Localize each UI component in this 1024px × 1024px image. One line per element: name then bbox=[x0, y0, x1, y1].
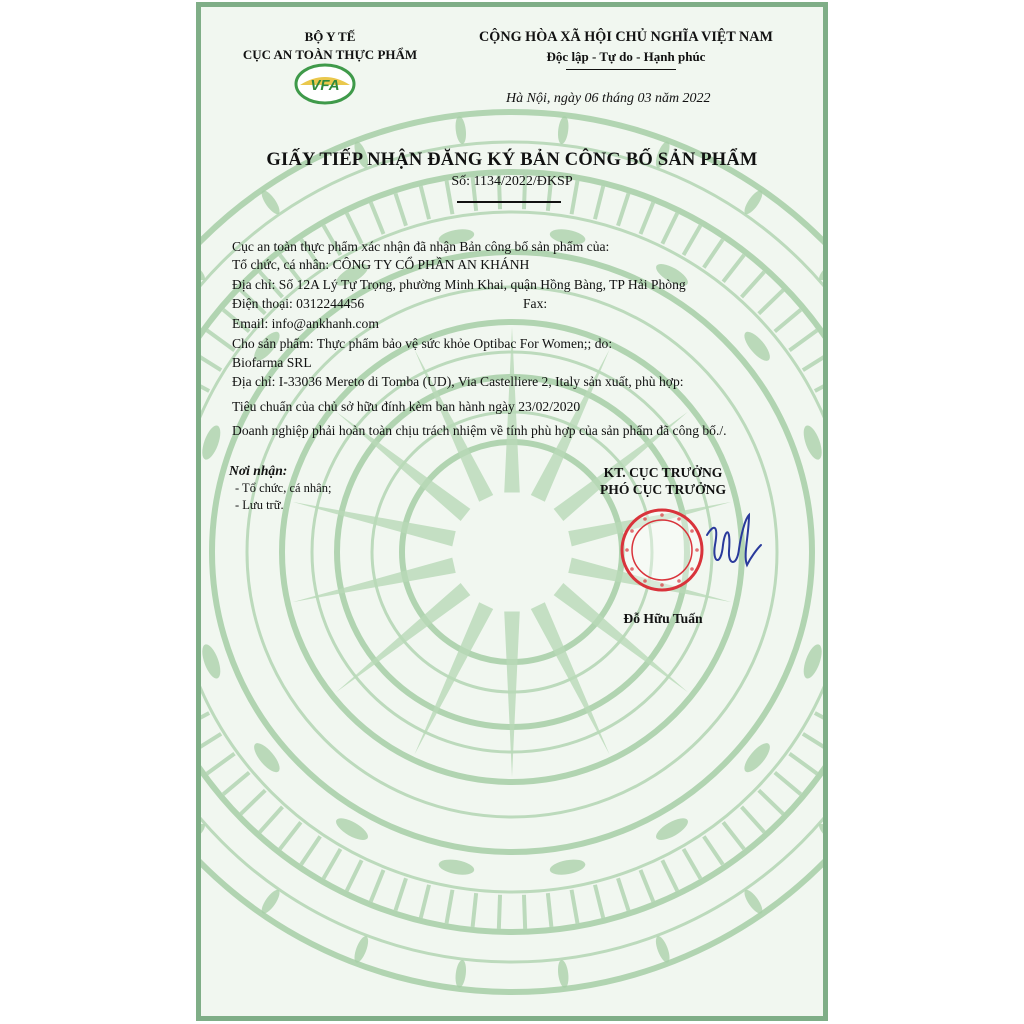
document-number: Số: 1134/2022/ĐKSP bbox=[451, 174, 573, 189]
national-motto: Độc lập - Tự do - Hạnh phúc bbox=[546, 49, 706, 64]
vfa-logo-text: VFA bbox=[310, 77, 340, 94]
signer-on-behalf: KT. CỤC TRƯỞNG bbox=[603, 465, 723, 480]
number-underline bbox=[457, 201, 561, 203]
email-line: Email: info@ankhanh.com bbox=[232, 316, 379, 331]
manufacturer-line: Biofarma SRL bbox=[232, 355, 312, 370]
organization-line: Tổ chức, cá nhân: CÔNG TY CỔ PHẦN AN KHÁNH bbox=[232, 257, 530, 272]
phone-line: Điện thoại: 0312244456 bbox=[232, 296, 365, 311]
address-line: Địa chỉ: Số 12A Lý Tự Trọng, phường Minh Khai, quận Hồng Bàng, TP Hải Phòng bbox=[232, 277, 686, 292]
intro-line: Cục an toàn thực phẩm xác nhận đã nhận Bản công bố sản phẩm của: bbox=[232, 239, 610, 254]
certificate-document bbox=[196, 2, 828, 1021]
recipients-heading: Nơi nhận: bbox=[229, 463, 288, 478]
document-title: GIẤY TIẾP NHẬN ĐĂNG KÝ BẢN CÔNG BỐ SẢN PHẨM bbox=[266, 150, 758, 170]
vfa-logo bbox=[294, 63, 356, 105]
handwritten-signature bbox=[693, 505, 773, 585]
country-name: CỘNG HÒA XÃ HỘI CHỦ NGHĨA VIỆT NAM bbox=[479, 29, 773, 45]
responsibility-line: Doanh nghiệp phải hoàn toàn chịu trách nhiệm về tính phù hợp của sản phẩm đã công bố./. bbox=[232, 423, 727, 438]
ministry-name: BỘ Y TẾ bbox=[304, 29, 356, 44]
fax-line: Fax: bbox=[523, 296, 548, 311]
standard-line: Tiêu chuẩn của chủ sở hữu đính kèm ban hành ngày 23/02/2020 bbox=[232, 399, 581, 414]
motto-underline bbox=[566, 69, 676, 70]
department-name: CỤC AN TOÀN THỰC PHẨM bbox=[242, 47, 418, 62]
issue-date: Hà Nội, ngày 06 tháng 03 năm 2022 bbox=[506, 91, 711, 106]
signer-position: PHÓ CỤC TRƯỞNG bbox=[599, 482, 727, 497]
product-line: Cho sản phẩm: Thực phẩm bảo vệ sức khỏe Optibac For Women;; do: bbox=[232, 336, 613, 351]
recipient-item: - Tổ chức, cá nhân; bbox=[235, 481, 332, 495]
manufacturer-address-line: Địa chỉ: I-33036 Mereto di Tomba (UD), Via Castelliere 2, Italy sản xuất, phù hợp: bbox=[232, 374, 684, 389]
signer-name: Đỗ Hữu Tuấn bbox=[623, 611, 703, 626]
recipient-item: - Lưu trữ. bbox=[235, 498, 284, 512]
